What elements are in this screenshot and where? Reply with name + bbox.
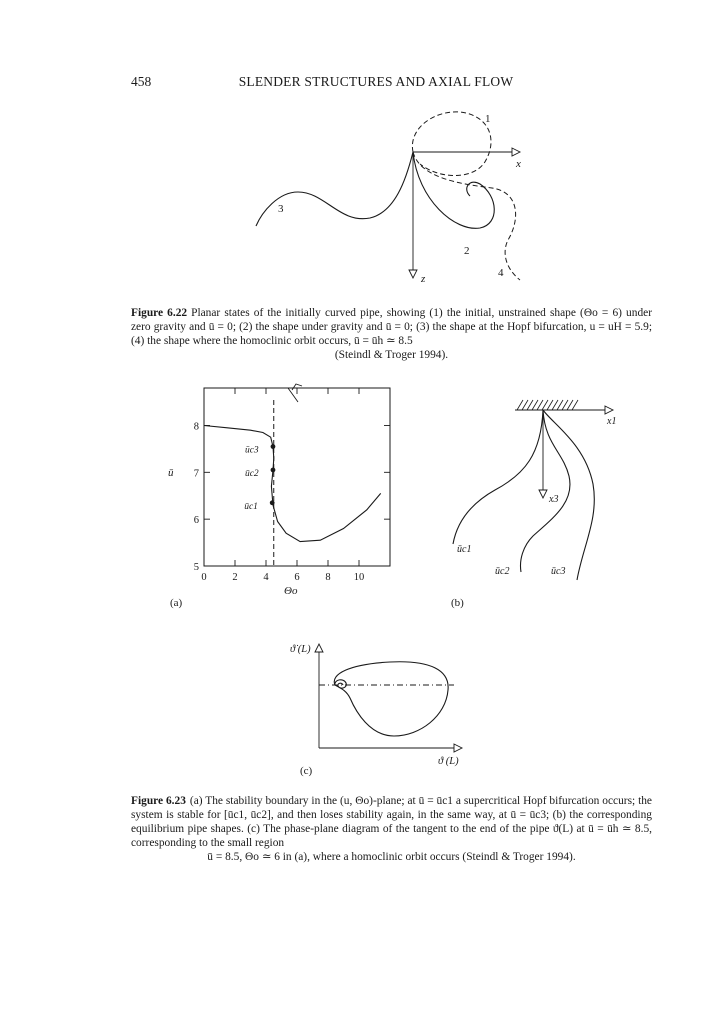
figure-6-23a-chart: [160, 380, 405, 610]
chart-a-point-1: [271, 468, 276, 473]
chart-a-xtick-label-2: 4: [263, 572, 269, 583]
chart-a-point-label-2: ūc1: [244, 501, 258, 512]
figure-6-23-caption-text: (a) The stability boundary in the (u, Θo)-plane; at ū = ūc1 a supercritical Hopf bifurcation occurs; the system is stable for [ūc1, ūc2], and then loses stability again, in the same way, at ū = ūc3; (b) the corresponding equilibrium pipe shapes. (c) The phase-plane diagram of the tangent to the end of the pipe ϑ(L) at ū = ūh ≃ 8.5, corresponding to the small region: [131, 795, 652, 849]
chart-a-ytick-label-1: 6: [193, 515, 199, 527]
fig623c-y-label: ϑ̇ (L): [290, 644, 311, 655]
panel-a-label: (a): [170, 597, 183, 609]
fig623c-x-label: ϑ (L): [438, 756, 459, 767]
fig623c-homoclinic-orbit: [334, 662, 448, 736]
chart-a-xtick-label-1: 2: [232, 572, 238, 583]
chart-a-ytick-label-2: 7: [193, 468, 199, 480]
fig623b-x1-label: x1: [607, 416, 617, 427]
chart-a-point-label-1: ūc2: [244, 468, 259, 479]
fig622-curve-2: [413, 152, 494, 228]
chart-a-xtick-label-4: 8: [325, 572, 331, 583]
fig622-label-4: 4: [498, 267, 504, 279]
chart-a-ytick-label-0: 5: [193, 562, 199, 573]
fig622-curve-4: [413, 152, 520, 280]
figure-6-23-caption-label: Figure 6.23: [131, 795, 186, 807]
figure-6-22-caption-label: Figure 6.22: [131, 307, 188, 319]
chart-a-point-label-0: ūc3: [244, 445, 259, 456]
chart-a-ytick-label-3: 8: [193, 421, 199, 433]
figure-6-23-caption: [131, 794, 652, 864]
figure-6-23c-diagram: [290, 638, 480, 768]
figure-6-22-caption-text: Planar states of the initially curved pipe, showing (1) the initial, unstrained shape (Θo = 6) under zero gravity and ū = 0; (2) the shape under gravity and ū = 0; (3) the shape at the Hopf bifurcation, u = uH = 5.9; (4) the shape where the homoclinic orbit occurs, ū = ūh ≃ 8.5: [131, 307, 652, 347]
fig623b-x3-arrow: [539, 490, 547, 498]
chart-a-point-2: [270, 500, 275, 505]
fig623b-label-c2: ūc2: [495, 566, 510, 577]
chart-a-stability-boundary: [204, 426, 381, 542]
chart-a-xtick-label-5: 10: [353, 572, 365, 583]
fig622-label-3: 3: [278, 203, 284, 215]
figure-6-23-caption-tail: ū = 8.5, Θo ≃ 6 in (a), where a homoclinic orbit occurs (Steindl & Troger 1994).: [207, 851, 576, 863]
chart-a-xtick-label-0: 0: [201, 572, 207, 583]
page-number: 458: [131, 74, 152, 89]
fig623b-curve-c1: [453, 410, 543, 544]
panel-c-label: (c): [300, 765, 313, 777]
fig623b-label-c1: ūc1: [457, 544, 472, 555]
figure-6-22-caption: [131, 306, 652, 362]
panel-b-label: (b): [451, 597, 464, 609]
fig623b-label-c3: ūc3: [551, 566, 566, 577]
chart-a-y-label: ū: [168, 467, 174, 479]
fig622-x-arrow: [512, 148, 520, 156]
fig622-z-arrow: [409, 270, 417, 278]
figure-6-23b-diagram: [445, 394, 625, 589]
fig622-curve-1: [412, 112, 491, 176]
figure-6-22-diagram: [230, 100, 550, 290]
fig623b-x1-arrow: [605, 406, 613, 414]
fig623c-x-arrow: [454, 744, 462, 752]
fig623b-x3-label: x3: [549, 494, 559, 505]
fig623b-clamp-hatch: [517, 400, 578, 410]
fig623c-inner-spiral: [335, 680, 346, 688]
chart-a-xtick-label-3: 6: [294, 572, 300, 583]
running-title: SLENDER STRUCTURES AND AXIAL FLOW: [238, 74, 514, 89]
fig622-label-1: 1: [485, 113, 491, 125]
fig622-z-label: z: [421, 273, 426, 285]
figure-6-22-caption-tail: (Steindl & Troger 1994).: [334, 349, 449, 361]
fig622-label-2: 2: [464, 245, 470, 257]
chart-a-point-0: [271, 444, 276, 449]
fig623b-curve-c2: [521, 410, 571, 572]
chart-a-x-label: Θo: [284, 585, 298, 597]
fig622-x-label: x: [516, 158, 521, 170]
chart-a-top-mark: [288, 384, 302, 402]
fig623c-y-arrow: [315, 644, 323, 652]
